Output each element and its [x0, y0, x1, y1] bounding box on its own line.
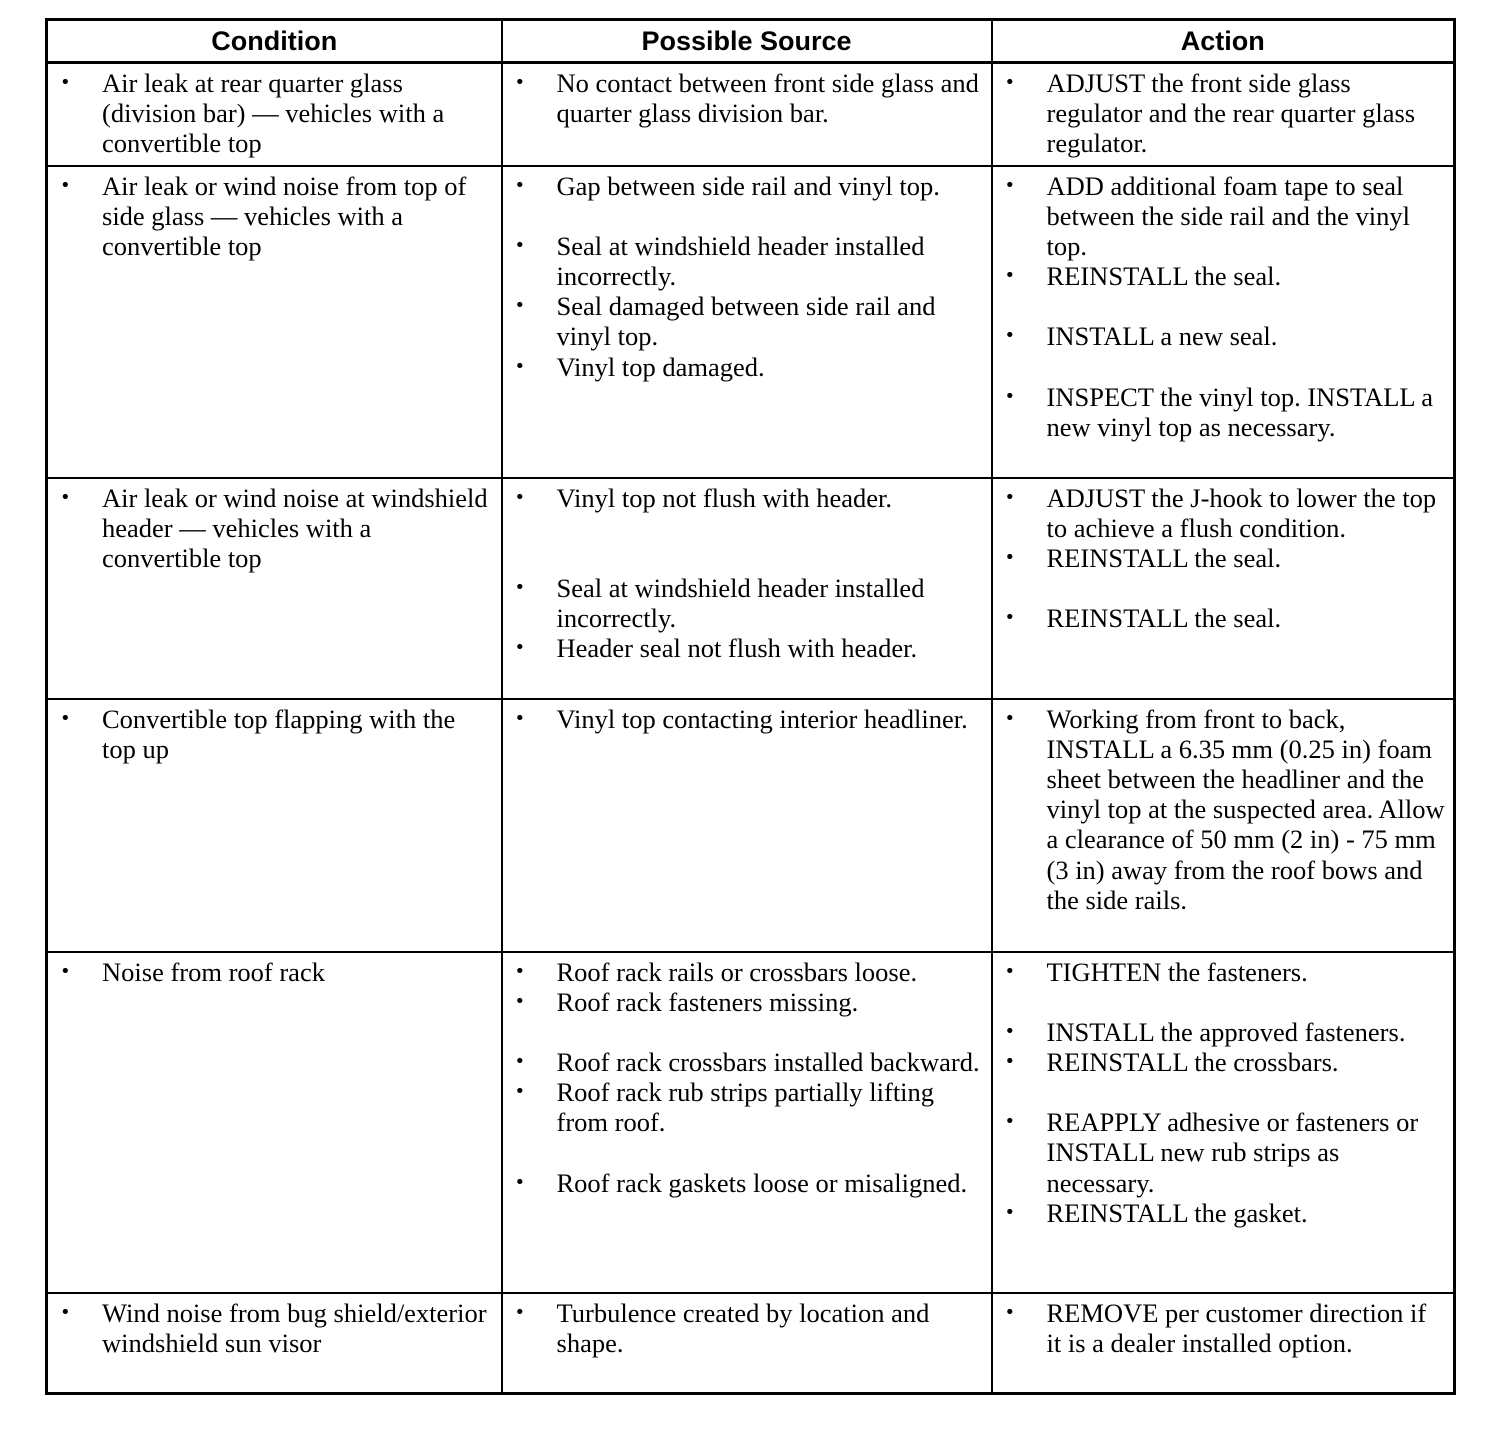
condition-cell [47, 1293, 502, 1394]
bullet-icon: • [1004, 72, 1016, 93]
list-item: • ADJUST the J-hook to lower the top to achieve a flush condition. [1004, 482, 1437, 543]
bullet-icon: • [514, 1301, 526, 1323]
bullet-icon: • [1004, 1050, 1016, 1072]
list-item: • Vinyl top contacting interior headliner. [514, 703, 968, 734]
bullet-icon: • [1004, 1111, 1016, 1133]
list-item: • Roof rack gaskets loose or misaligned. [514, 1167, 968, 1198]
list-item: • ADJUST the front side glass regulator and the rear quarter glass regulator. [1004, 68, 1416, 159]
table-row [47, 952, 1455, 1293]
bullet-icon: • [514, 1171, 526, 1193]
list-item: • Turbulence created by location and shape. [514, 1297, 930, 1358]
bullet-icon: • [60, 1301, 71, 1323]
action-cell [992, 63, 1455, 166]
action-cell [992, 1293, 1455, 1394]
list-item: • INSTALL a new seal. [1004, 321, 1278, 352]
condition-cell [47, 63, 502, 166]
list-item: • Header seal not flush with header. [514, 633, 918, 664]
list-item: • REAPPLY adhesive or fasteners or INSTALL new rub strips as necessary. [1004, 1107, 1419, 1198]
bullet-icon: • [1004, 546, 1016, 568]
condition-cell [47, 699, 502, 952]
list-item: • INSPECT the vinyl top. INSTALL a new vinyl top as necessary. [1004, 381, 1434, 442]
list-item: • Roof rack fasteners missing. [514, 986, 859, 1017]
table-row [47, 63, 1455, 166]
bullet-icon: • [1004, 174, 1016, 196]
bullet-icon: • [60, 486, 71, 508]
bullet-icon: • [514, 1081, 526, 1103]
list-item: • TIGHTEN the fasteners. [1004, 956, 1308, 987]
bullet-icon: • [514, 1050, 526, 1072]
source-cell [502, 699, 992, 952]
condition-cell [47, 952, 502, 1293]
bullet-icon: • [60, 174, 71, 196]
action-cell [992, 699, 1455, 952]
list-item: • Seal damaged between side rail and vinyl top. [514, 291, 936, 352]
table-row [47, 166, 1455, 478]
list-item: • REINSTALL the gasket. [1004, 1197, 1308, 1228]
header-action: Action [992, 20, 1455, 63]
source-cell [502, 63, 992, 166]
list-item: • Seal at windshield header installed incorrectly. [514, 572, 925, 633]
condition-cell [47, 478, 502, 699]
bullet-icon: • [1004, 1301, 1016, 1323]
list-item: • Vinyl top not flush with header. [514, 482, 893, 513]
bullet-icon: • [60, 960, 71, 982]
list-item: • Seal at windshield header installed incorrectly. [514, 230, 925, 291]
bullet-icon: • [1004, 265, 1016, 287]
list-item: • REMOVE per customer direction if it is a dealer installed option. [1004, 1297, 1427, 1358]
bullet-icon: • [1004, 960, 1016, 982]
bullet-icon: • [1004, 607, 1016, 629]
bullet-icon: • [1004, 385, 1016, 407]
document-page [45, 18, 1453, 1395]
bullet-icon: • [1004, 486, 1016, 508]
bullet-icon: • [514, 355, 526, 377]
bullet-icon: • [1004, 325, 1016, 347]
list-item: • Gap between side rail and vinyl top. [514, 170, 940, 201]
list-item: • Air leak or wind noise from top of side glass — vehicles with a convertible top [60, 170, 467, 261]
list-item: • Air leak or wind noise at windshield header — vehicles with a convertible top [60, 482, 488, 573]
bullet-icon: • [514, 990, 526, 1012]
bullet-icon: • [514, 72, 526, 93]
action-cell [992, 166, 1455, 478]
list-item: • REINSTALL the seal. [1004, 542, 1282, 573]
table-row [47, 1293, 1455, 1394]
bullet-icon: • [514, 960, 526, 982]
header-possible-source: Possible Source [502, 20, 992, 63]
list-item: • Air leak at rear quarter glass (division bar) — vehicles with a convertible top [60, 68, 445, 159]
bullet-icon: • [514, 174, 526, 196]
bullet-icon: • [514, 295, 526, 317]
bullet-icon: • [1004, 707, 1016, 729]
list-item: • Wind noise from bug shield/exterior windshield sun visor [60, 1297, 487, 1358]
table-row [47, 699, 1455, 952]
list-item: • Roof rack crossbars installed backward. [514, 1046, 980, 1077]
list-item: • Convertible top flapping with the top up [60, 703, 456, 764]
bullet-icon: • [514, 707, 526, 729]
list-item: • Noise from roof rack [60, 956, 325, 987]
source-cell [502, 952, 992, 1293]
source-cell [502, 478, 992, 699]
bullet-icon: • [514, 576, 526, 598]
bullet-icon: • [514, 234, 526, 256]
list-item: • Working from front to back, INSTALL a 6.35 mm (0.25 in) foam sheet between the headliner and the vinyl top at the suspected area. Allow a clearance of 50 mm (2 in) - 75 mm (3 in) away from the roof bows and the side rails. [1004, 703, 1445, 915]
header-row [47, 20, 1455, 63]
bullet-icon: • [60, 707, 71, 729]
source-cell [502, 1293, 992, 1394]
list-item: • Roof rack rub strips partially lifting from roof. [514, 1077, 935, 1138]
bullet-icon: • [514, 486, 526, 508]
list-item: • REINSTALL the seal. [1004, 603, 1282, 634]
list-item: • No contact between front side glass and quarter glass division bar. [514, 68, 979, 129]
action-cell [992, 952, 1455, 1293]
action-cell [992, 478, 1455, 699]
list-item: • Roof rack rails or crossbars loose. [514, 956, 918, 987]
list-item: • REINSTALL the seal. [1004, 261, 1282, 292]
header-condition: Condition [47, 20, 502, 63]
bullet-icon: • [60, 72, 71, 93]
source-cell [502, 166, 992, 478]
condition-cell [47, 166, 502, 478]
list-item: • ADD additional foam tape to seal between the side rail and the vinyl top. [1004, 170, 1411, 261]
bullet-icon: • [514, 637, 526, 659]
list-item: • Vinyl top damaged. [514, 351, 765, 382]
list-item: • REINSTALL the crossbars. [1004, 1046, 1339, 1077]
bullet-icon: • [1004, 1201, 1016, 1223]
table-row [47, 478, 1455, 699]
bullet-icon: • [1004, 1020, 1016, 1042]
diagnosis-table [45, 18, 1456, 1395]
list-item: • INSTALL the approved fasteners. [1004, 1016, 1406, 1047]
